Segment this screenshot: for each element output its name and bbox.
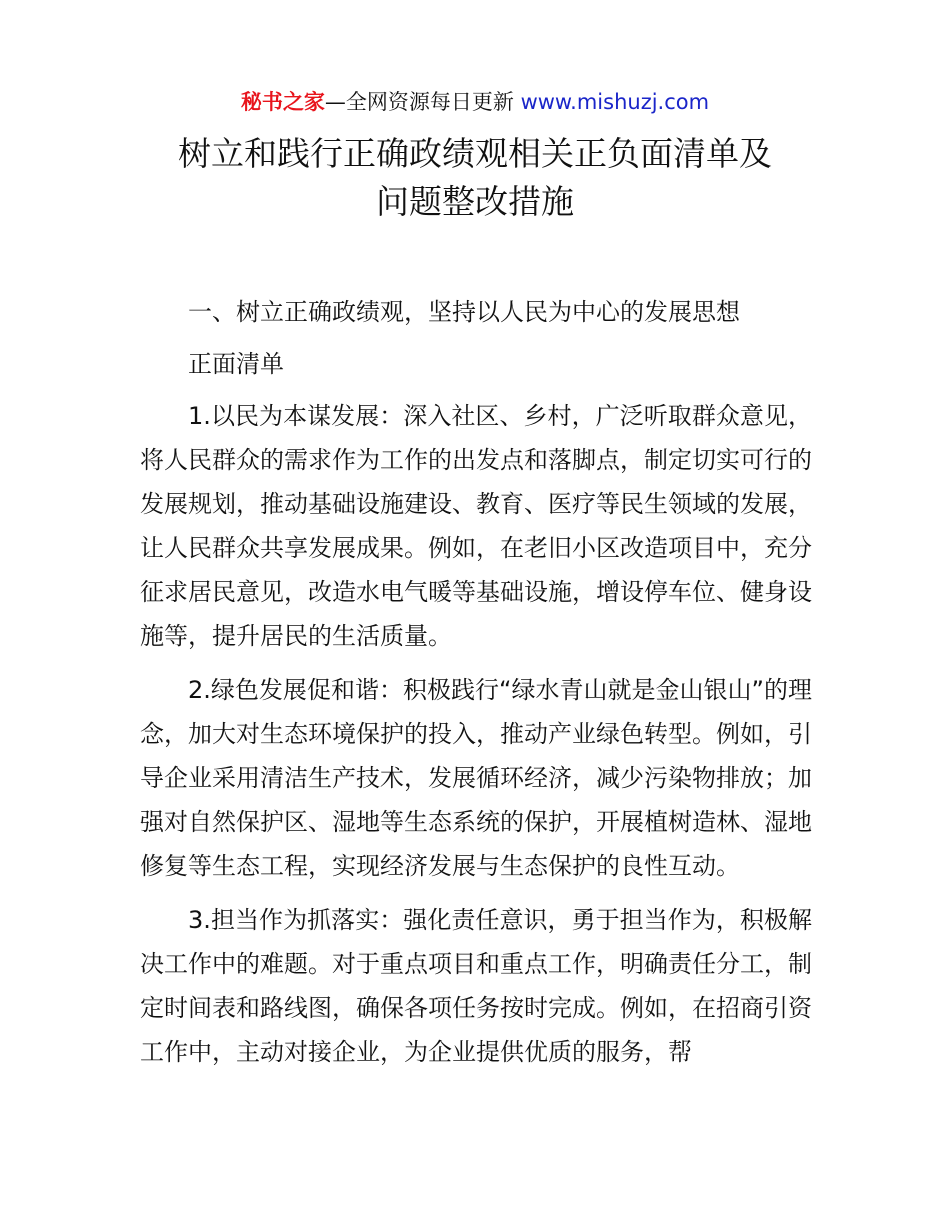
- title-line-2: 问题整改措施: [376, 182, 574, 221]
- document-body: [140, 290, 812, 1084]
- document-title: [0, 130, 950, 226]
- site-banner: [0, 86, 950, 118]
- brand-name: 秘书之家: [240, 90, 325, 114]
- section-subheading: 正面清单: [188, 350, 284, 378]
- title-line-1: 树立和践行正确政绩观相关正负面清单及: [178, 134, 772, 173]
- section-heading: 一、树立正确政绩观，坚持以人民为中心的发展思想: [188, 298, 740, 326]
- paragraph-2: 2.绿色发展促和谐：积极践行“绿水青山就是金山银山”的理念，加大对生态环境保护的投入，推动产业绿色转型。例如，引导企业采用清洁生产技术，发展循环经济，减少污染物排放；加强对自然保护区、湿地等生态系统的保护，开展植树造林、湿地修复等生态工程，实现经济发展与生态保护的良性互动。: [140, 676, 812, 880]
- paragraph-3: 3.担当作为抓落实：强化责任意识，勇于担当作为，积极解决工作中的难题。对于重点项目和重点工作，明确责任分工，制定时间表和路线图，确保各项任务按时完成。例如，在招商引资工作中，主动对接企业，为企业提供优质的服务，帮: [140, 906, 812, 1066]
- paragraph-1: 1.以民为本谋发展：深入社区、乡村，广泛听取群众意见，将人民群众的需求作为工作的出发点和落脚点，制定切实可行的发展规划，推动基础设施建设、教育、医疗等民生领域的发展，让人民群众共享发展成果。例如，在老旧小区改造项目中，充分征求居民意见，改造水电气暖等基础设施，增设停车位、健身设施等，提升居民的生活质量。: [140, 402, 812, 650]
- site-url-link[interactable]: www.mishuzj.com: [520, 90, 710, 114]
- banner-tagline: —全网资源每日更新: [324, 90, 521, 114]
